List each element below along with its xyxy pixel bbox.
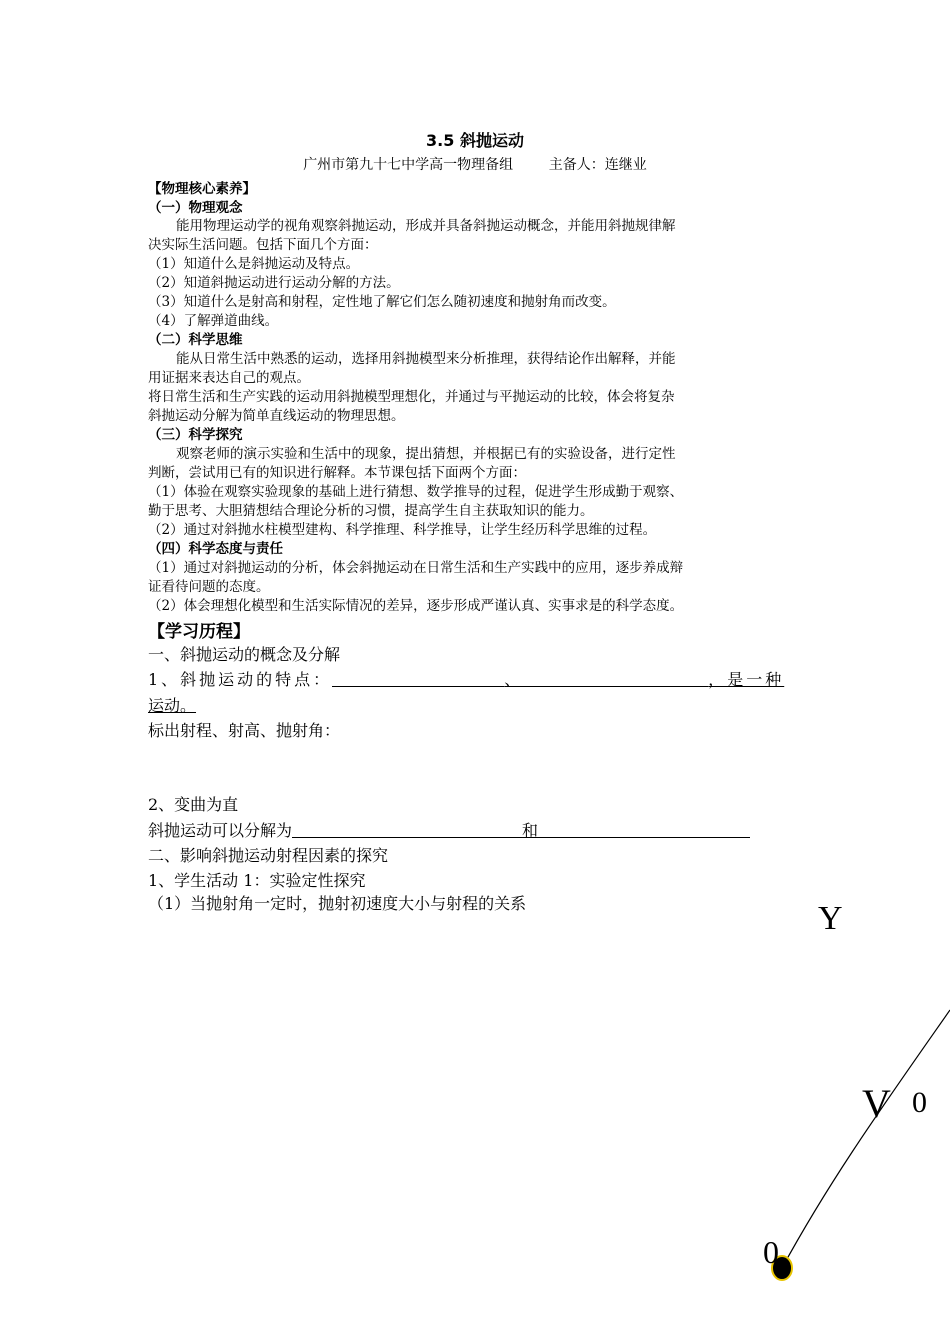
q1-separator: 、 — [504, 670, 521, 689]
s3-para-1a: 观察老师的演示实验和生活中的现象，提出猜想，并根据已有的实验设备，进行定性 — [176, 446, 676, 462]
activity-1-title: 1、学生活动 1：实验定性探究 — [148, 871, 366, 890]
s1-para-1b: 决实际生活问题。包括下面几个方面： — [148, 237, 378, 253]
s3-para-1b: 判断，尝试用已有的知识进行解释。本节课包括下面两个方面： — [148, 465, 526, 481]
s4-item-1b: 证看待问题的态度。 — [148, 579, 270, 595]
trajectory-curve — [782, 1010, 950, 1268]
velocity-subscript: 0 — [912, 1086, 927, 1119]
s2-para-2b: 斜抛运动分解为简单直线运动的物理思想。 — [148, 408, 405, 424]
section-4-title: （四）科学态度与责任 — [148, 541, 283, 557]
s4-item-1a: （1）通过对斜抛运动的分析，体会斜抛运动在日常生活和生产实践中的应用，逐步养成辩 — [148, 560, 684, 576]
document-title: 3.5 斜抛运动 — [426, 131, 524, 150]
section-2-title: （二）科学思维 — [148, 332, 243, 348]
s2-para-1b: 用证据来表达自己的观点。 — [148, 370, 310, 386]
s1-item-2: （2）知道斜抛运动进行运动分解的方法。 — [148, 275, 400, 291]
part-2-title: 二、影响斜抛运动射程因素的探究 — [148, 846, 389, 865]
q2-and: 和 — [522, 821, 539, 840]
mark-instruction: 标出射程、射高、抛射角： — [148, 721, 341, 740]
s2-para-2a: 将日常生活和生产实践的运动用斜抛模型理想化，并通过与平抛运动的比较，体会将复杂 — [148, 389, 675, 405]
q1-continuation: 运动。 — [148, 696, 197, 715]
s3-item-2: （2）通过对斜抛水柱模型建构、科学推理、科学推导，让学生经历科学思维的过程。 — [148, 522, 657, 538]
origin-label: 0 — [763, 1234, 779, 1270]
s4-item-2: （2）体会理想化模型和生活实际情况的差异，逐步形成严谨认真、实事求是的科学态度。 — [148, 598, 684, 614]
core-heading: 【物理核心素养】 — [148, 181, 256, 197]
s2-para-1a: 能从日常生活中熟悉的运动，选择用斜抛模型来分析推理，获得结论作出解释，并能 — [176, 351, 676, 367]
question-2-title: 2、变曲为直 — [148, 795, 239, 814]
q1-suffix: ，是一种 — [708, 670, 785, 689]
part-1-title: 一、斜抛运动的概念及分解 — [148, 645, 341, 664]
section-1-title: （一）物理观念 — [148, 200, 243, 216]
y-axis-label: Y — [818, 900, 843, 937]
q2-prefix: 斜抛运动可以分解为 — [148, 821, 293, 840]
s3-item-1a: （1）体验在观察实验现象的基础上进行猜想、数学推导的过程，促进学生形成勤于观察、 — [148, 484, 684, 500]
author: 主备人：连继业 — [548, 157, 647, 173]
s1-item-4: （4）了解弹道曲线。 — [148, 313, 279, 329]
velocity-label: V — [862, 1081, 891, 1126]
study-heading: 【学习历程】 — [148, 622, 250, 642]
s1-item-1: （1）知道什么是斜抛运动及特点。 — [148, 256, 360, 272]
school-group: 广州市第九十七中学高一物理备组 — [303, 157, 514, 173]
s1-para-1a: 能用物理运动学的视角观察斜抛运动，形成并具备斜抛运动概念，并能用斜抛规律解 — [176, 218, 676, 234]
activity-1-item-1: （1）当抛射角一定时，抛射初速度大小与射程的关系 — [148, 894, 527, 913]
s1-item-3: （3）知道什么是射高和射程，定性地了解它们怎么随初速度和抛射角而改变。 — [148, 294, 616, 310]
q1-prefix: 1、斜抛运动的特点： — [148, 670, 333, 689]
s3-item-1b: 勤于思考、大胆猜想结合理论分析的习惯，提高学生自主获取知识的能力。 — [148, 503, 594, 519]
section-3-title: （三）科学探究 — [148, 427, 243, 443]
